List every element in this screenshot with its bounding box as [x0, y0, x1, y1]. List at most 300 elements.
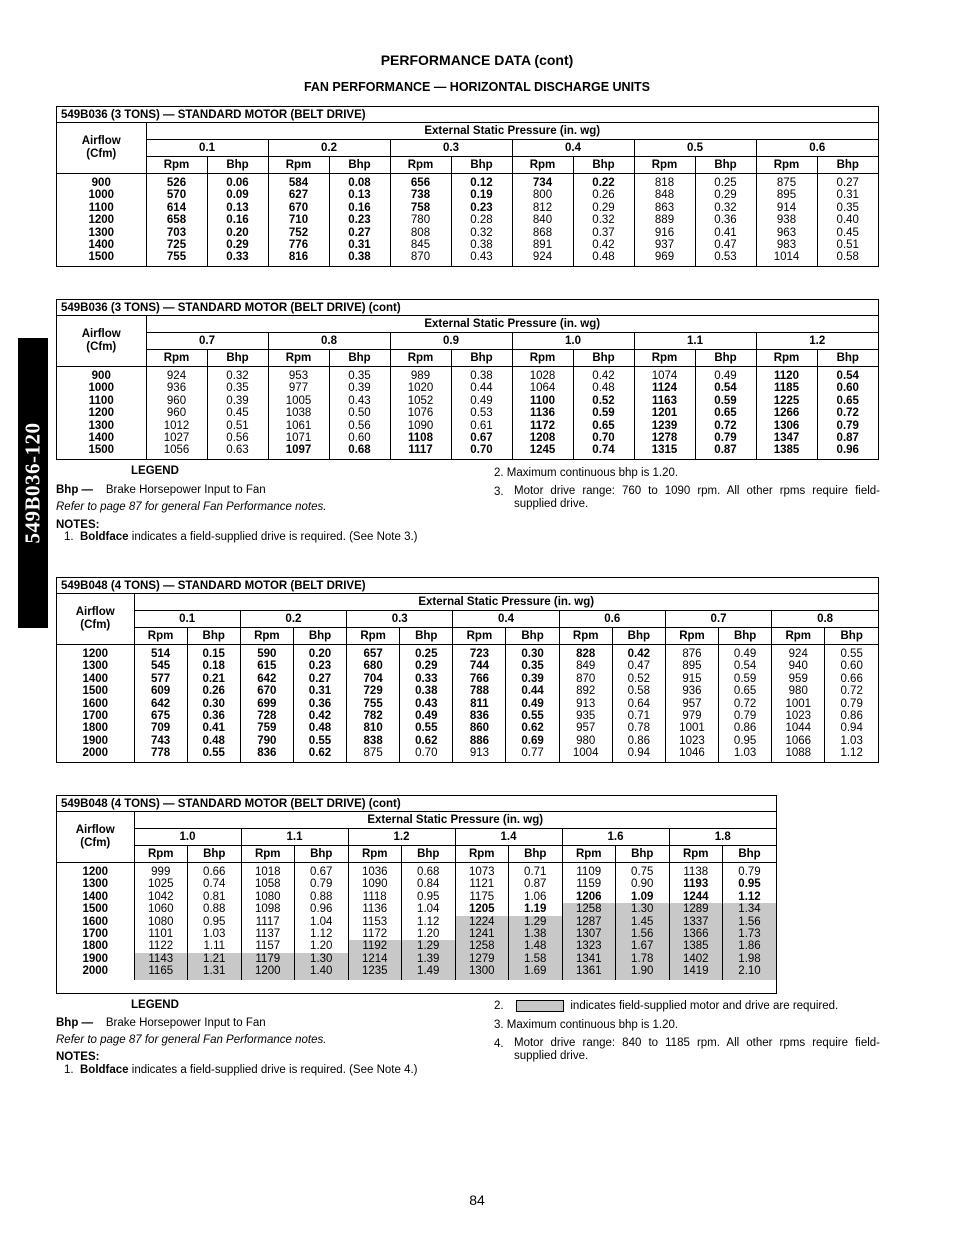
rpm-value: 1090 — [390, 420, 451, 432]
bhp-value: 0.68 — [329, 444, 390, 458]
rpm-value: 545 — [134, 660, 187, 672]
bhp-value: 0.23 — [329, 214, 390, 226]
bhp-header: Bhp — [207, 350, 268, 367]
rpm-value: 889 — [634, 214, 695, 226]
table-title: 549B048 (4 TONS) — STANDARD MOTOR (BELT DRIVE) — [57, 578, 878, 594]
bhp-value: 0.55 — [506, 710, 559, 722]
rpm-value: 875 — [347, 747, 400, 761]
rpm-header: Rpm — [455, 846, 509, 863]
bhp-value: 1.38 — [509, 928, 563, 940]
rpm-value: 725 — [146, 239, 207, 251]
rpm-value: 1347 — [756, 432, 817, 444]
airflow-value: 1300 — [57, 420, 146, 432]
bhp-value: 2.10 — [723, 965, 777, 979]
rpm-value: 609 — [134, 685, 187, 697]
rpm-value: 670 — [240, 685, 293, 697]
bhp-value: 0.55 — [825, 645, 878, 661]
rpm-header: Rpm — [268, 350, 329, 367]
airflow-value: 1200 — [57, 214, 146, 226]
bhp-value: 0.29 — [573, 202, 634, 214]
rpm-value: 675 — [134, 710, 187, 722]
bhp-value: 0.54 — [719, 660, 772, 672]
rpm-value: 1341 — [562, 953, 616, 965]
rpm-value: 1258 — [562, 903, 616, 915]
airflow-value: 1900 — [57, 735, 134, 747]
bhp-value: 0.38 — [400, 685, 453, 697]
rpm-value: 766 — [453, 673, 506, 685]
rpm-value: 840 — [512, 214, 573, 226]
note-bold: Boldface — [79, 531, 129, 543]
bhp-value: 0.95 — [188, 916, 242, 928]
bhp-value: 0.79 — [825, 698, 878, 710]
bhp-value: 0.70 — [451, 444, 512, 458]
bhp-value: 0.47 — [695, 239, 756, 251]
rpm-header: Rpm — [634, 157, 695, 174]
rpm-value: 836 — [240, 747, 293, 761]
perf-table — [57, 594, 878, 762]
note-num: 3. — [494, 486, 504, 498]
page-subtitle: FAN PERFORMANCE — HORIZONTAL DISCHARGE UNITS — [303, 80, 651, 94]
rpm-value: 1122 — [134, 940, 188, 952]
bhp-value: 0.55 — [400, 722, 453, 734]
airflow-value: 1800 — [57, 940, 134, 952]
bhp-value: 0.49 — [400, 710, 453, 722]
bhp-value: 0.32 — [207, 367, 268, 383]
esp-header: External Static Pressure (in. wg) — [146, 123, 878, 140]
bhp-value: 0.60 — [329, 432, 390, 444]
bhp-header: Bhp — [695, 350, 756, 367]
rpm-value: 1073 — [455, 863, 509, 879]
rpm-value: 1060 — [134, 903, 188, 915]
airflow-value: 1500 — [57, 903, 134, 915]
rpm-value: 891 — [512, 239, 573, 251]
rpm-value: 953 — [268, 367, 329, 383]
bhp-value: 0.08 — [329, 174, 390, 190]
rpm-value: 860 — [453, 722, 506, 734]
bhp-value: 0.62 — [293, 747, 346, 761]
rpm-header: Rpm — [241, 846, 295, 863]
rpm-value: 1385 — [669, 940, 723, 952]
rpm-value: 1056 — [146, 444, 207, 458]
bhp-value: 0.26 — [187, 685, 240, 697]
bhp-value: 0.52 — [612, 673, 665, 685]
bhp-header: Bhp — [329, 350, 390, 367]
bhp-value: 1.34 — [723, 903, 777, 915]
pressure-header: 1.1 — [241, 829, 348, 846]
rpm-value: 1224 — [455, 916, 509, 928]
note-text: Motor drive range: 760 to 1090 rpm. All other rpms require field-supplied drive. — [514, 485, 880, 510]
rpm-header: Rpm — [390, 350, 451, 367]
legend-desc: Brake Horsepower Input to Fan — [105, 1017, 266, 1029]
rpm-value: 1038 — [268, 407, 329, 419]
rpm-value: 642 — [134, 698, 187, 710]
pressure-header: 0.6 — [756, 140, 878, 157]
rpm-value: 924 — [512, 251, 573, 265]
rpm-value: 960 — [146, 407, 207, 419]
rpm-value: 1239 — [634, 420, 695, 432]
rpm-value: 959 — [772, 673, 825, 685]
airflow-value: 2000 — [57, 747, 134, 761]
rpm-value: 1244 — [669, 891, 723, 903]
rpm-value: 734 — [512, 174, 573, 190]
bhp-value: 0.63 — [207, 444, 268, 458]
rpm-value: 738 — [390, 189, 451, 201]
rpm-value: 1001 — [772, 698, 825, 710]
rpm-value: 1001 — [665, 722, 718, 734]
rpm-value: 1100 — [512, 395, 573, 407]
note-4 — [494, 1037, 880, 1063]
rpm-value: 1258 — [455, 940, 509, 952]
bhp-value: 1.03 — [719, 747, 772, 761]
bhp-value: 0.64 — [612, 698, 665, 710]
bhp-value: 1.49 — [402, 965, 456, 979]
bhp-value: 0.65 — [719, 685, 772, 697]
rpm-value: 755 — [347, 698, 400, 710]
rpm-value: 1027 — [146, 432, 207, 444]
pressure-header: 0.8 — [268, 333, 390, 350]
rpm-value: 800 — [512, 189, 573, 201]
bhp-value: 1.04 — [295, 916, 349, 928]
pressure-header: 0.2 — [240, 611, 346, 628]
rpm-value: 614 — [146, 202, 207, 214]
bhp-value: 0.32 — [695, 202, 756, 214]
airflow-value: 1600 — [57, 916, 134, 928]
legend-abbr: Bhp — — [56, 484, 94, 496]
rpm-value: 514 — [134, 645, 187, 661]
rpm-value: 699 — [240, 698, 293, 710]
note-text: indicates a field-supplied drive is required. (See Note 4.) — [128, 1064, 418, 1076]
rpm-value: 1005 — [268, 395, 329, 407]
bhp-value: 1.56 — [723, 916, 777, 928]
bhp-value: 0.35 — [329, 367, 390, 383]
rpm-value: 1124 — [634, 382, 695, 394]
shade-swatch — [516, 1000, 564, 1012]
bhp-value: 0.19 — [451, 189, 512, 201]
rpm-value: 788 — [453, 685, 506, 697]
rpm-value: 790 — [240, 735, 293, 747]
airflow-value: 1100 — [57, 395, 146, 407]
pressure-header: 0.4 — [453, 611, 559, 628]
pressure-header: 1.1 — [634, 333, 756, 350]
airflow-value: 1000 — [57, 189, 146, 201]
rpm-value: 1118 — [348, 891, 402, 903]
bhp-value: 0.60 — [817, 382, 878, 394]
bhp-value: 0.36 — [695, 214, 756, 226]
perf-table — [57, 316, 878, 459]
bhp-value: 0.59 — [573, 407, 634, 419]
rpm-value: 892 — [559, 685, 612, 697]
bhp-header: Bhp — [207, 157, 268, 174]
bhp-value: 0.84 — [402, 878, 456, 890]
rpm-header: Rpm — [669, 846, 723, 863]
rpm-value: 615 — [240, 660, 293, 672]
fan-table-549b036-cont — [56, 299, 879, 460]
bhp-value: 0.22 — [573, 174, 634, 190]
rpm-value: 627 — [268, 189, 329, 201]
rpm-value: 744 — [453, 660, 506, 672]
bhp-value: 0.50 — [329, 407, 390, 419]
rpm-value: 1108 — [390, 432, 451, 444]
bhp-value: 0.16 — [207, 214, 268, 226]
bhp-value: 0.25 — [695, 174, 756, 190]
bhp-value: 1.39 — [402, 953, 456, 965]
rpm-value: 1185 — [756, 382, 817, 394]
bhp-value: 0.43 — [400, 698, 453, 710]
bhp-value: 0.36 — [187, 710, 240, 722]
airflow-value: 1000 — [57, 382, 146, 394]
bhp-value: 0.27 — [817, 174, 878, 190]
note-1 — [64, 1063, 418, 1077]
bhp-value: 1.12 — [825, 747, 878, 761]
bhp-value: 0.55 — [187, 747, 240, 761]
rpm-value: 1101 — [134, 928, 188, 940]
rpm-value: 584 — [268, 174, 329, 190]
bhp-value: 0.65 — [695, 407, 756, 419]
rpm-value: 1205 — [455, 903, 509, 915]
rpm-header: Rpm — [756, 157, 817, 174]
bhp-value: 0.31 — [817, 189, 878, 201]
rpm-value: 1071 — [268, 432, 329, 444]
rpm-value: 1208 — [512, 432, 573, 444]
rpm-value: 1241 — [455, 928, 509, 940]
bhp-value: 0.31 — [329, 239, 390, 251]
bhp-header: Bhp — [295, 846, 349, 863]
rpm-value: 836 — [453, 710, 506, 722]
bhp-value: 0.43 — [329, 395, 390, 407]
rpm-value: 1120 — [756, 367, 817, 383]
legend-bhp — [56, 1016, 266, 1030]
rpm-value: 936 — [665, 685, 718, 697]
rpm-value: 1200 — [241, 965, 295, 979]
bhp-value: 0.42 — [293, 710, 346, 722]
rpm-value: 1402 — [669, 953, 723, 965]
rpm-value: 915 — [665, 673, 718, 685]
bhp-value: 1.19 — [509, 903, 563, 915]
airflow-header: Airflow (Cfm) — [57, 123, 146, 174]
bhp-value: 0.72 — [825, 685, 878, 697]
notes-title: NOTES: — [56, 1051, 100, 1063]
rpm-value: 709 — [134, 722, 187, 734]
bhp-value: 0.59 — [695, 395, 756, 407]
bhp-value: 0.59 — [719, 673, 772, 685]
rpm-value: 845 — [390, 239, 451, 251]
bhp-value: 0.72 — [695, 420, 756, 432]
rpm-value: 1136 — [348, 903, 402, 915]
bhp-value: 0.42 — [573, 367, 634, 383]
airflow-value: 1300 — [57, 878, 134, 890]
rpm-value: 1385 — [756, 444, 817, 458]
bhp-value: 0.39 — [506, 673, 559, 685]
bhp-value: 0.15 — [187, 645, 240, 661]
rpm-value: 1419 — [669, 965, 723, 979]
bhp-value: 0.29 — [400, 660, 453, 672]
bhp-value: 0.35 — [817, 202, 878, 214]
pressure-header: 0.1 — [134, 611, 240, 628]
bhp-value: 0.87 — [509, 878, 563, 890]
rpm-value: 870 — [559, 673, 612, 685]
bhp-value: 0.44 — [506, 685, 559, 697]
pressure-header: 1.0 — [512, 333, 634, 350]
refer-note: Refer to page 87 for general Fan Performance notes. — [56, 1034, 327, 1046]
bhp-value: 0.58 — [612, 685, 665, 697]
rpm-value: 670 — [268, 202, 329, 214]
rpm-header: Rpm — [240, 628, 293, 645]
rpm-value: 1278 — [634, 432, 695, 444]
rpm-header: Rpm — [146, 350, 207, 367]
rpm-header: Rpm — [559, 628, 612, 645]
rpm-value: 1323 — [562, 940, 616, 952]
pressure-header: 0.8 — [772, 611, 878, 628]
rpm-value: 914 — [756, 202, 817, 214]
rpm-value: 1020 — [390, 382, 451, 394]
bhp-value: 0.55 — [293, 735, 346, 747]
bhp-value: 0.66 — [825, 673, 878, 685]
pressure-header: 0.7 — [146, 333, 268, 350]
rpm-value: 1080 — [134, 916, 188, 928]
pressure-header: 0.9 — [390, 333, 512, 350]
rpm-value: 1042 — [134, 891, 188, 903]
bhp-header: Bhp — [506, 628, 559, 645]
bhp-value: 0.51 — [817, 239, 878, 251]
bhp-value: 0.47 — [612, 660, 665, 672]
bhp-value: 0.18 — [187, 660, 240, 672]
rpm-value: 782 — [347, 710, 400, 722]
bhp-value: 0.79 — [695, 432, 756, 444]
rpm-value: 1159 — [562, 878, 616, 890]
rpm-value: 938 — [756, 214, 817, 226]
bhp-value: 0.81 — [188, 891, 242, 903]
airflow-value: 1300 — [57, 227, 146, 239]
rpm-header: Rpm — [146, 157, 207, 174]
bhp-value: 0.33 — [400, 673, 453, 685]
bhp-value: 0.20 — [207, 227, 268, 239]
rpm-value: 1235 — [348, 965, 402, 979]
rpm-value: 1337 — [669, 916, 723, 928]
esp-header: External Static Pressure (in. wg) — [134, 594, 878, 611]
rpm-header: Rpm — [134, 628, 187, 645]
bhp-header: Bhp — [509, 846, 563, 863]
bhp-value: 0.88 — [188, 903, 242, 915]
rpm-value: 1300 — [455, 965, 509, 979]
rpm-value: 1098 — [241, 903, 295, 915]
rpm-value: 1088 — [772, 747, 825, 761]
bhp-value: 1.48 — [509, 940, 563, 952]
bhp-value: 1.73 — [723, 928, 777, 940]
rpm-value: 729 — [347, 685, 400, 697]
bhp-value: 1.21 — [188, 953, 242, 965]
rpm-value: 642 — [240, 673, 293, 685]
note-2: 2. Maximum continuous bhp is 1.20. — [494, 467, 679, 479]
rpm-value: 937 — [634, 239, 695, 251]
rpm-value: 1315 — [634, 444, 695, 458]
bhp-value: 0.41 — [695, 227, 756, 239]
bhp-value: 0.49 — [695, 367, 756, 383]
bhp-value: 0.12 — [451, 174, 512, 190]
pressure-header: 0.4 — [512, 140, 634, 157]
bhp-value: 0.23 — [293, 660, 346, 672]
table-title: 549B036 (3 TONS) — STANDARD MOTOR (BELT DRIVE) (cont) — [57, 300, 878, 316]
rpm-value: 1193 — [669, 878, 723, 890]
note-1 — [64, 530, 418, 544]
bhp-value: 1.58 — [509, 953, 563, 965]
fan-table-549b036 — [56, 106, 879, 267]
bhp-value: 0.96 — [295, 903, 349, 915]
rpm-value: 1143 — [134, 953, 188, 965]
rpm-value: 979 — [665, 710, 718, 722]
bhp-value: 1.20 — [402, 928, 456, 940]
rpm-value: 1097 — [268, 444, 329, 458]
rpm-value: 1058 — [241, 878, 295, 890]
rpm-value: 1214 — [348, 953, 402, 965]
note-3: 3. Maximum continuous bhp is 1.20. — [494, 1019, 679, 1031]
bhp-value: 0.44 — [451, 382, 512, 394]
bhp-value: 0.69 — [506, 735, 559, 747]
bhp-value: 1.06 — [509, 891, 563, 903]
rpm-value: 1109 — [562, 863, 616, 879]
airflow-value: 900 — [57, 367, 146, 383]
bhp-value: 1.29 — [509, 916, 563, 928]
rpm-value: 895 — [665, 660, 718, 672]
bhp-value: 0.20 — [293, 645, 346, 661]
rpm-value: 1179 — [241, 953, 295, 965]
pressure-header: 0.2 — [268, 140, 390, 157]
note-num: 4. — [494, 1038, 504, 1050]
bhp-value: 0.42 — [612, 645, 665, 661]
bhp-value: 0.54 — [695, 382, 756, 394]
note-num: 2. — [494, 1000, 504, 1012]
rpm-value: 838 — [347, 735, 400, 747]
rpm-value: 1117 — [390, 444, 451, 458]
rpm-value: 818 — [634, 174, 695, 190]
rpm-value: 960 — [146, 395, 207, 407]
rpm-value: 924 — [146, 367, 207, 383]
bhp-value: 0.94 — [825, 722, 878, 734]
rpm-value: 924 — [772, 645, 825, 661]
bhp-value: 0.45 — [817, 227, 878, 239]
airflow-value: 1700 — [57, 710, 134, 722]
rpm-value: 1136 — [512, 407, 573, 419]
bhp-value: 1.90 — [616, 965, 670, 979]
rpm-value: 1201 — [634, 407, 695, 419]
rpm-value: 875 — [756, 174, 817, 190]
rpm-header: Rpm — [634, 350, 695, 367]
rpm-header: Rpm — [772, 628, 825, 645]
bhp-value: 0.09 — [207, 189, 268, 201]
bhp-value: 0.65 — [817, 395, 878, 407]
bhp-value: 0.06 — [207, 174, 268, 190]
bhp-value: 0.16 — [329, 202, 390, 214]
airflow-header: Airflow (Cfm) — [57, 812, 134, 863]
rpm-header: Rpm — [268, 157, 329, 174]
rpm-value: 570 — [146, 189, 207, 201]
rpm-value: 999 — [134, 863, 188, 879]
rpm-value: 1074 — [634, 367, 695, 383]
rpm-value: 1192 — [348, 940, 402, 952]
rpm-value: 703 — [146, 227, 207, 239]
bhp-value: 0.79 — [723, 863, 777, 879]
bhp-value: 0.26 — [573, 189, 634, 201]
bhp-value: 1.11 — [188, 940, 242, 952]
bhp-value: 0.42 — [573, 239, 634, 251]
rpm-value: 1004 — [559, 747, 612, 761]
bhp-value: 0.79 — [817, 420, 878, 432]
rpm-value: 811 — [453, 698, 506, 710]
rpm-value: 940 — [772, 660, 825, 672]
bhp-value: 0.62 — [400, 735, 453, 747]
rpm-value: 868 — [512, 227, 573, 239]
bhp-value: 0.23 — [451, 202, 512, 214]
rpm-value: 849 — [559, 660, 612, 672]
